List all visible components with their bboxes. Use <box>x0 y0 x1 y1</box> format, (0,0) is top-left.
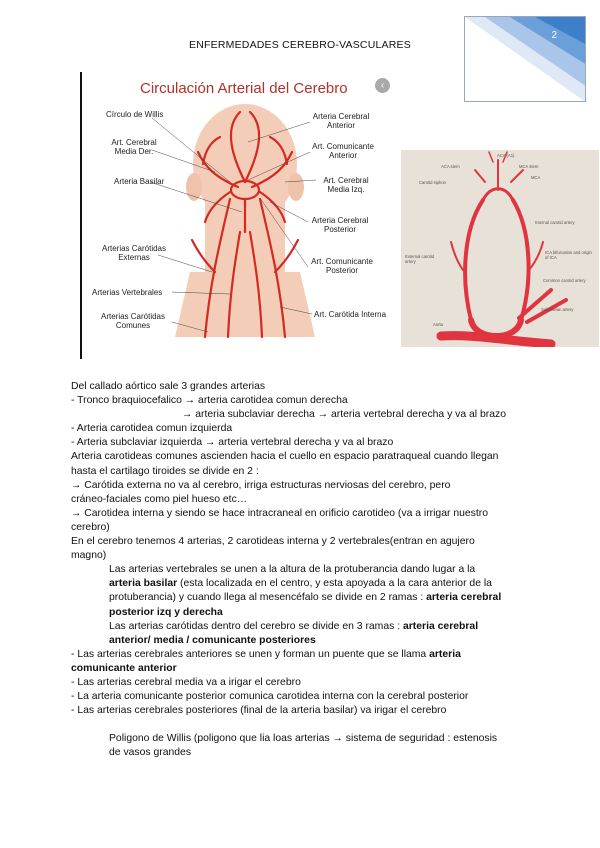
label-internal-carotid: Internal carotid artery <box>535 220 575 225</box>
text-span: (esta localizada en el centro, y esta apoyada a la cara anterior de la <box>177 578 492 590</box>
text-span: protuberancia) y cuando llega al mesencéfalo se divide en 2 ramas : <box>109 592 427 604</box>
text-line: - Las arterias cerebrales posteriores (final de la arteria basilar) va irigar el cerebro <box>71 705 447 717</box>
text-line: Del callado aórtico sale 3 grandes arterias <box>71 381 266 392</box>
text-line: Poligono de Willis (poligono que lia loas arterias → sistema de seguridad : estenosis <box>109 733 498 745</box>
text-line <box>71 577 551 591</box>
page-number: 2 <box>551 30 557 41</box>
text-line: posterior izq y derecha <box>109 606 223 618</box>
text-line: Las arterias vertebrales se unen a la altura de la protuberancia dando lugar a la <box>109 564 476 576</box>
text-line: magno) <box>71 550 107 562</box>
body-text <box>71 380 551 760</box>
corner-decoration <box>464 16 586 102</box>
figure-title: Circulación Arterial del Cerebro <box>140 80 348 97</box>
text-line <box>71 591 551 605</box>
text-line: cerebro) <box>71 521 110 533</box>
label-cerebral-media-der: Art. Cerebral Media Der. <box>111 138 157 156</box>
text-line: → arteria subclaviar derecha → arteria vertebral derecha y va al brazo <box>182 409 506 421</box>
text-line: - Las arterias cerebral media va a irigar el cerebro <box>71 676 301 688</box>
label-arteria-basilar: Arteria Basilar <box>114 177 165 186</box>
text-line <box>71 648 551 662</box>
text-line: - La arteria comunicante posterior comunica carotidea interna con la cerebral posterior <box>71 691 469 703</box>
label-cerebral-media-izq: Art. Cerebral Media Izq. <box>323 176 369 194</box>
figure-border-line <box>80 72 82 359</box>
text-line: hasta el cartilago tiroides se divide en 2 : <box>71 465 259 477</box>
bold-term: arteria cerebral <box>426 592 502 604</box>
text-line: de vasos grandes <box>109 747 192 759</box>
text-line: → Carotidea interna y siendo se hace intracraneal en orificio carotideo (va a irrigar nuestro <box>71 507 488 519</box>
label-external-carotid: External carotid artery <box>405 254 435 264</box>
label-ica-bifurcation: ICA bifurcation and origin of ICA <box>545 250 592 260</box>
carotid-diagram-figure <box>401 150 599 347</box>
text-span: - Las arterias cerebrales anteriores se unen y forman un puente que se llama <box>71 648 430 660</box>
label-comunicante-anterior: Art. Comunicante Anterior <box>312 142 374 160</box>
label-carotidas-comunes: Arterias Carótidas Comunes <box>100 312 166 330</box>
label-aorta: Aorta <box>433 322 444 327</box>
bold-term: arteria basilar <box>109 578 178 590</box>
label-mca: MCA <box>531 175 541 180</box>
label-carotida-interna: Art. Carótida Interna <box>314 310 387 319</box>
label-comunicante-posterior: Art. Comunicante Posterior <box>311 257 373 275</box>
text-line: En el cerebro tenemos 4 arterias, 2 carotideas interna y 2 vertebrales(entran en agujero <box>71 536 475 548</box>
label-mca-stem: MCA stem <box>519 164 539 169</box>
text-line <box>71 620 551 634</box>
label-circulo-willis: Círculo de Willis <box>106 110 164 119</box>
chevron-left-icon[interactable]: ‹ <box>375 78 390 93</box>
label-cerebral-anterior: Arteria Cerebral Anterior <box>312 112 370 130</box>
label-carotidas-externas: Arterias Carótidas Externas <box>101 244 167 262</box>
label-vertebrales: Arterias Vertebrales <box>92 288 163 297</box>
text-line: Arteria carotideas comunes ascienden hacia el cuello en espacio paratraqueal cuando llegan <box>71 451 499 463</box>
document-title: ENFERMEDADES CEREBRO-VASCULARES <box>189 39 411 51</box>
text-line: - Arteria carotidea comun izquierda <box>71 423 233 435</box>
text-line: cráneo-faciales como piel hueso etc… <box>71 493 248 505</box>
label-aca-stem: ACA stem <box>441 164 460 169</box>
spacer <box>71 718 551 732</box>
text-line: anterior/ media / comunicante posteriores <box>109 634 316 646</box>
text-line: - Tronco braquiocefalico → arteria carotidea comun derecha <box>71 395 348 407</box>
brain-circulation-figure <box>80 72 396 359</box>
bold-term: arteria cerebral <box>402 620 479 632</box>
bold-term: arteria <box>429 648 461 660</box>
label-aca-a1: ACA (A1) <box>497 153 515 158</box>
text-line: → Carótida externa no va al cerebro, irriga estructuras nerviosas del cerebro, pero <box>71 479 451 491</box>
label-cerebral-posterior: Arteria Cerebral Posterior <box>311 216 369 234</box>
text-span: Las arterias carótidas dentro del cerebro se divide en 3 ramas : <box>109 620 403 632</box>
label-common-carotid: Common carotid artery <box>543 278 586 283</box>
label-subclavian: Subclavian artery <box>541 307 574 312</box>
text-line: - Arteria subclaviar izquierda → arteria vertebral derecha y va al brazo <box>71 437 394 449</box>
text-line: comunicante anterior <box>71 662 177 674</box>
label-carotid-siphon: Carotid siphon <box>419 180 447 185</box>
